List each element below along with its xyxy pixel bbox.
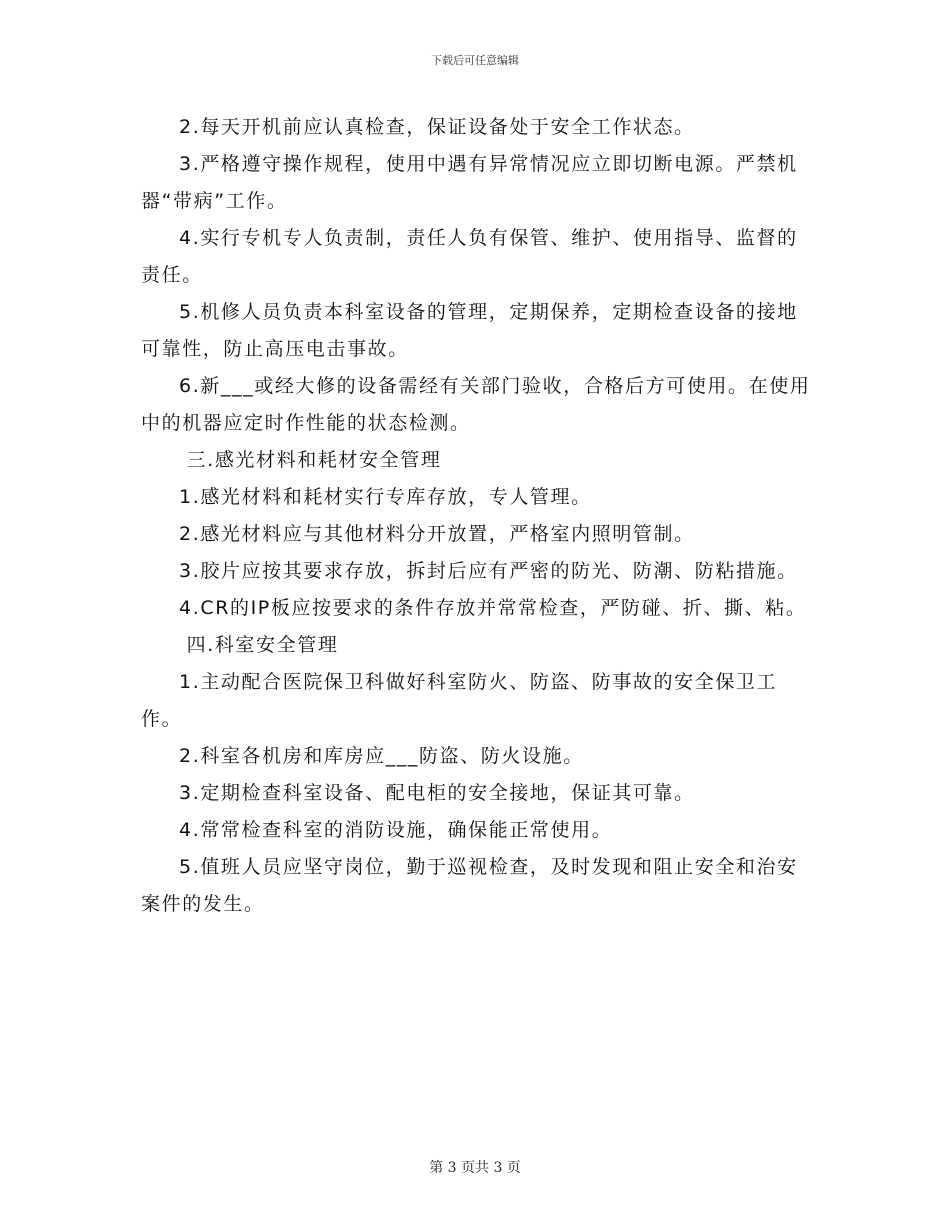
- section-3-item-2: 2.感光材料应与其他材料分开放置，严格室内照明管制。: [179, 523, 695, 545]
- paragraph-4-responsibility: 4.实行专机专人负责制，责任人负有保管、维护、使用指导、监督的责任。: [141, 227, 798, 286]
- section-3-item-1: 1.感光材料和耗材实行专库存放，专人管理。: [179, 486, 592, 508]
- section-4-item-3: 3.定期检查科室设备、配电柜的安全接地，保证其可靠。: [179, 782, 695, 804]
- document-body: [141, 109, 811, 923]
- section-4-item-5: 5.值班人员应坚守岗位，勤于巡视检查，及时发现和阻止安全和治安案件的发生。: [141, 856, 798, 915]
- header-note: 下载后可任意编辑: [431, 54, 519, 67]
- section-4-item-4: 4.常常检查科室的消防设施，确保能正常使用。: [179, 819, 613, 841]
- section-3-title: 三.感光材料和耗材安全管理: [186, 449, 442, 471]
- section-4-title: 四.科室安全管理: [186, 634, 339, 656]
- section-3-item-4: 4.CR的IP板应按要求的条件存放并常常检查，严防碰、折、撕、粘。: [179, 597, 807, 619]
- section-4-item-1: 1.主动配合医院保卫科做好科室防火、防盗、防事故的安全保卫工作。: [141, 671, 778, 730]
- section-3-item-3: 3.胶片应按其要求存放，拆封后应有严密的防光、防潮、防粘措施。: [179, 560, 798, 582]
- paragraph-5-maintenance: 5.机修人员负责本科室设备的管理，定期保养，定期检查设备的接地可靠性，防止高压电击事故。: [141, 301, 798, 360]
- paragraph-6-acceptance: 6.新___或经大修的设备需经有关部门验收，合格后方可使用。在使用中的机器应定时作性能的状态检测。: [141, 375, 811, 434]
- section-4-item-2: 2.科室各机房和库房应___防盗、防火设施。: [179, 745, 584, 767]
- paragraph-2-daily-check: 2.每天开机前应认真检查，保证设备处于安全工作状态。: [179, 116, 695, 138]
- paragraph-3-operating-rules: 3.严格遵守操作规程，使用中遇有异常情况应立即切断电源。严禁机器“带病”工作。: [141, 153, 798, 212]
- page-number: 第 3 页共 3 页: [429, 1160, 521, 1176]
